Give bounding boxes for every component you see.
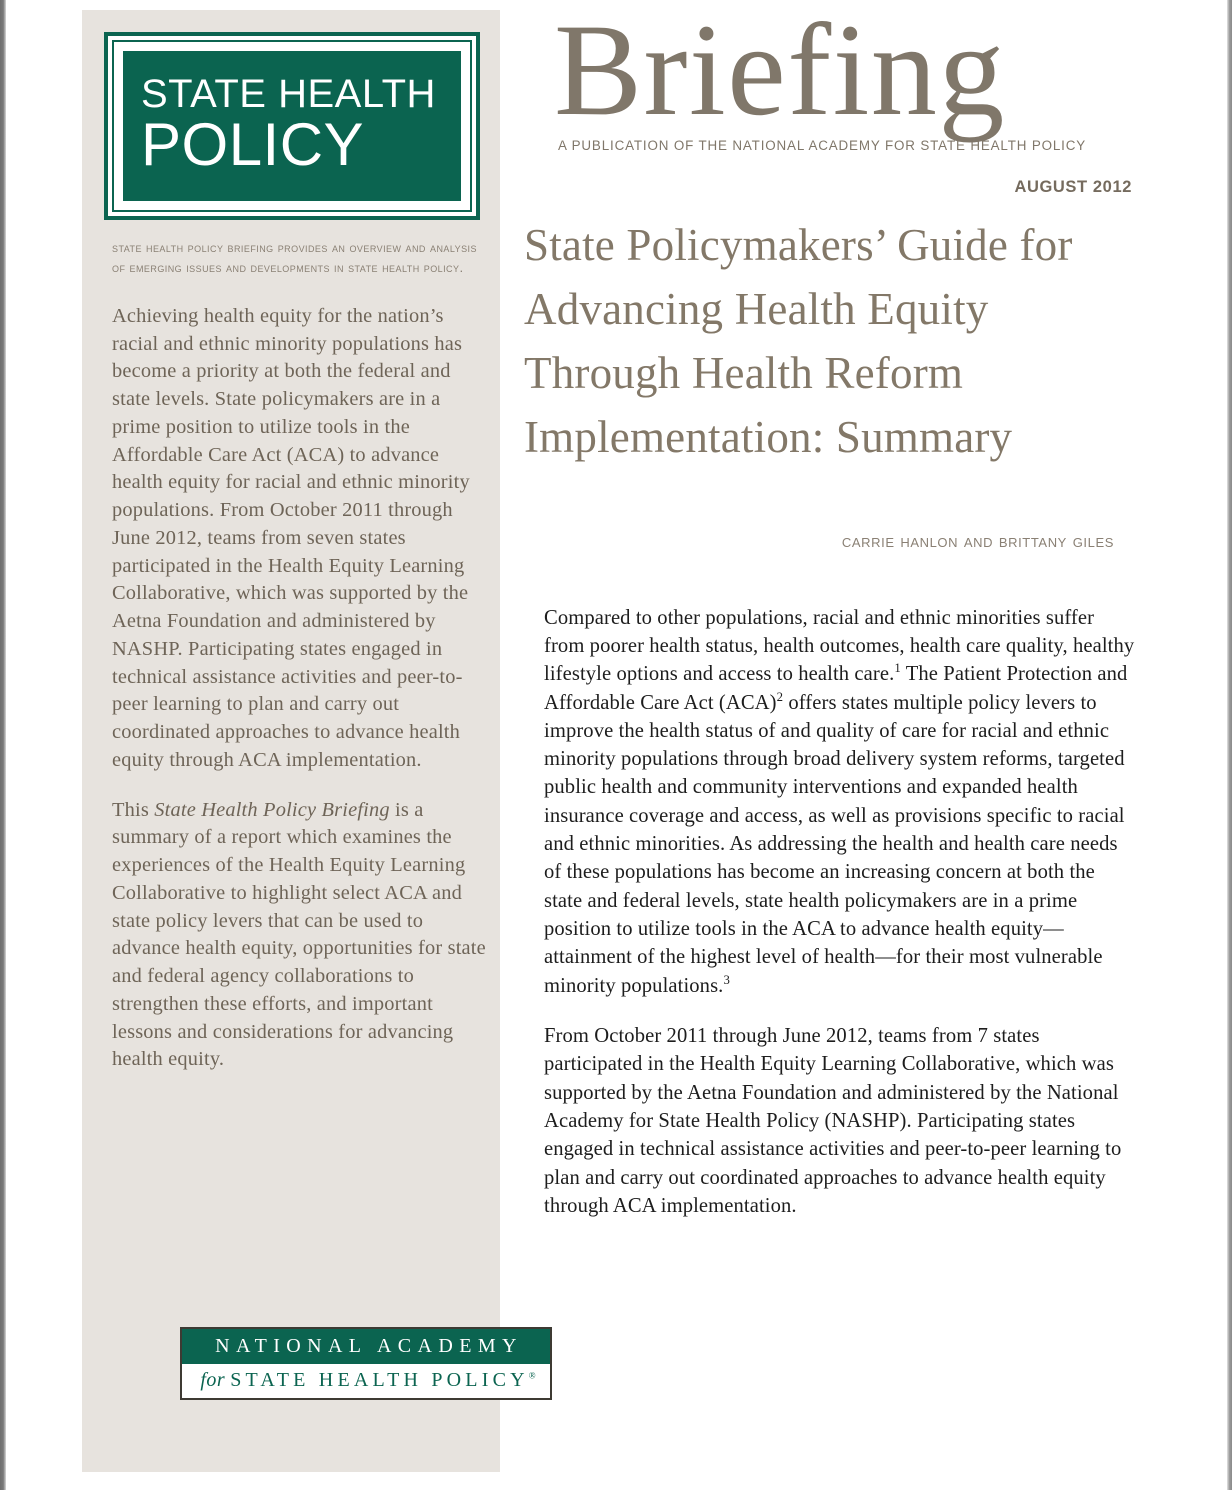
body-p1-segment-1: Compared to other populations, racial and ethnic minorities suffer from poorer health status, health outcomes, health care quality, healthy lifestyle options and access to health care. xyxy=(544,606,1135,686)
article-body xyxy=(544,604,1136,1221)
sidebar-paragraph-1: Achieving health equity for the nation’s racial and ethnic minority populations has become a priority at both the federal and state levels. State policymakers are in a prime position to utilize tools in the Affordable Care Act (ACA) to advance health equity for racial and ethnic minority populations. From October 2011 through June 2012, teams from seven states participated in the Health Equity Learning Collaborative, which was supported by the Aetna Foundation and administered by NASHP. Participating states engaged in technical assistance activities and peer-to-peer learning to plan and carry out coordinated approaches to advance health equity through ACA implementation. xyxy=(112,304,470,771)
nashp-logo-statehealthpolicy: STATE HEALTH POLICY xyxy=(230,1369,529,1391)
body-paragraph-2: From October 2011 through June 2012, teams from 7 states participated in the Health Equity Learning Collaborative, which was supported by the Aetna Foundation and administered by the National Academy for State Health Policy (NASHP). Participating states engaged in technical assistance activities and peer-to-peer learning to plan and carry out coordinated approaches to advance health equity through ACA implementation. xyxy=(544,1024,1122,1217)
logo-inner-border xyxy=(112,40,472,212)
logo-line-policy: POLICY xyxy=(141,111,365,179)
body-paragraph-1 xyxy=(544,604,1136,1000)
logo-green-block xyxy=(123,51,461,201)
issue-date: AUGUST 2012 xyxy=(1014,178,1132,196)
sidebar-panel xyxy=(82,10,536,1472)
nashp-logo-for-word: for xyxy=(200,1369,226,1391)
page-sheet xyxy=(6,0,1227,1490)
nashp-logo-top-band: NATIONAL ACADEMY xyxy=(182,1329,550,1364)
masthead-wordmark: Briefing xyxy=(554,0,1006,143)
nashp-footer-logo xyxy=(180,1327,552,1400)
registered-trademark-icon: ® xyxy=(528,1370,536,1381)
nashp-logo-bottom-band xyxy=(182,1364,550,1398)
author-byline: carrie hanlon and brittany giles xyxy=(841,529,1114,551)
body-p1-segment-3: offers states multiple policy levers to improve the health status of and quality of care for racial and ethnic minority populations through broad delivery system reforms, targeted public health and community interventions and expanded health insurance coverage and access, as well as provisions specific to racial and ethnic minorities. As addressing the health and health care needs of these populations has become an increasing concern at both the state and federal levels, state health policymakers are in a prime position to utilize tools in the ACA to advance health equity—attainment of the highest level of health—for their most vulnerable minority populations. xyxy=(544,691,1125,997)
sidebar-paragraph-2 xyxy=(112,797,486,1075)
briefing-masthead xyxy=(522,0,1138,196)
main-column xyxy=(522,0,1138,1242)
sidebar-p2-italic-title: State Health Policy Briefing xyxy=(154,798,390,821)
briefing-caption: state health policy briefing provides an overview and analysis of emerging issues and developments in state health policy. xyxy=(112,239,477,276)
sidebar-p2-before: This xyxy=(112,798,155,821)
state-health-policy-logo xyxy=(104,32,480,220)
sidebar-p2-after: is a summary of a report which examines the experiences of the Health Equity Learning Collaborative to highlight select ACA and state policy levers that can be used to advance health equity, opportunities for state and federal agency collaborations to strengthen these efforts, and important lessons and considerations for advancing health equity. xyxy=(112,798,486,1071)
footnote-marker-2: 2 xyxy=(776,689,784,704)
sidebar-body-text xyxy=(112,303,486,1074)
masthead-subtitle: A PUBLICATION OF THE NATIONAL ACADEMY FOR STATE HEALTH POLICY xyxy=(558,138,1087,153)
logo-line-state-health: STATE HEALTH xyxy=(141,72,436,116)
page-title: State Policymakers’ Guide for Advancing Health Equity Through Health Reform Implementation: Summary xyxy=(524,220,1073,462)
footnote-marker-3: 3 xyxy=(723,972,730,987)
page-right-edge xyxy=(1227,0,1232,1490)
body-p1-segment-2: The Patient Protection and Affordable Care Act (ACA) xyxy=(544,663,1128,714)
footnote-marker-1: 1 xyxy=(894,661,901,676)
